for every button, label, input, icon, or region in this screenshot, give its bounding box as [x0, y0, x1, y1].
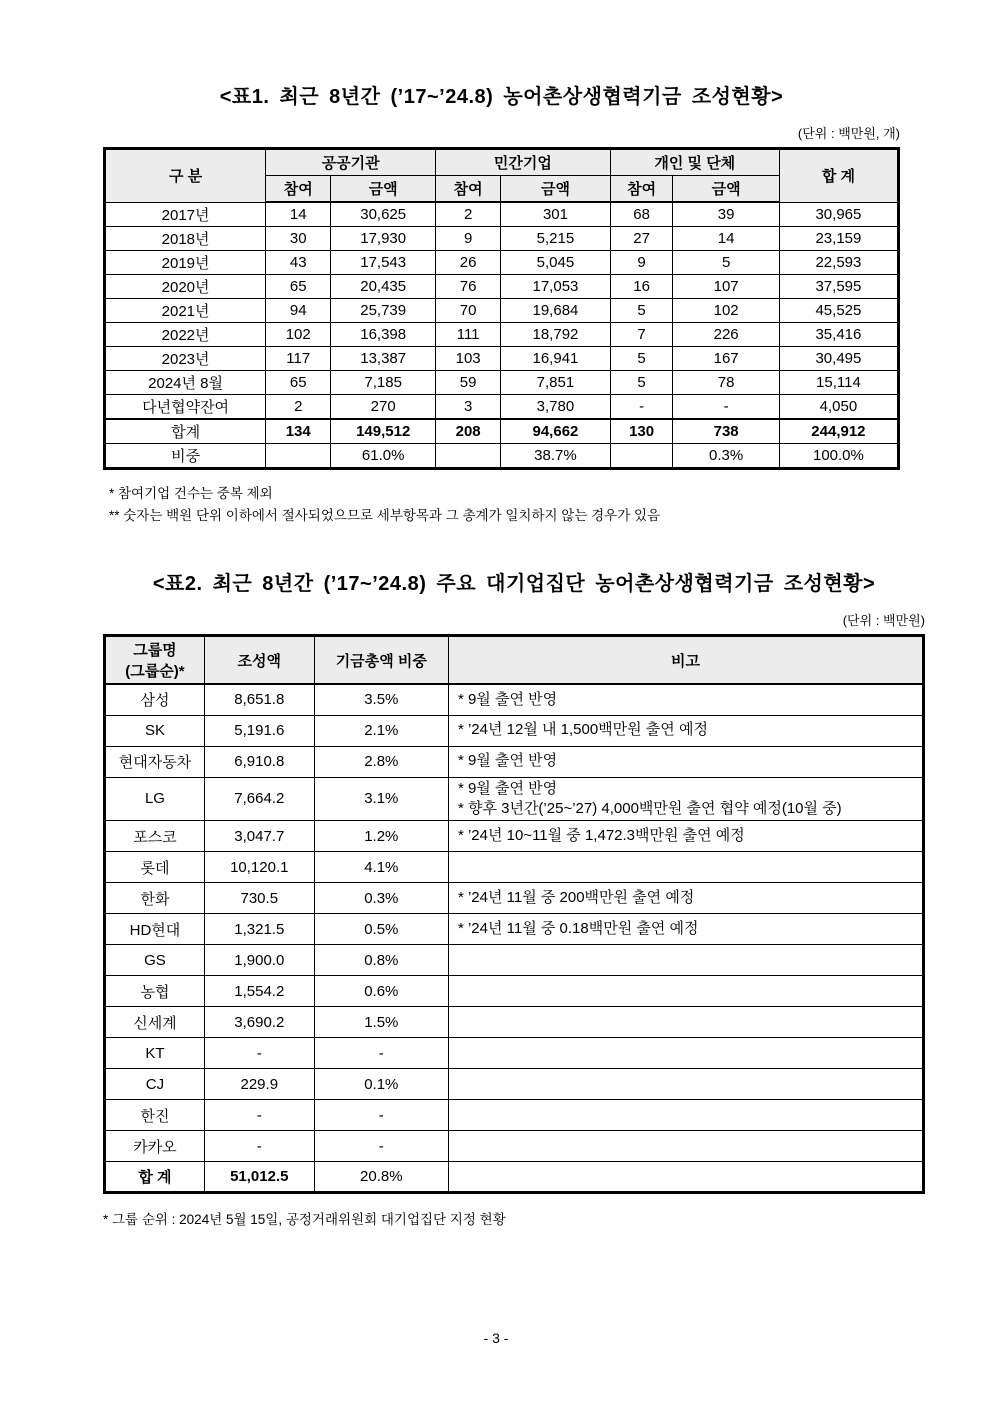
- cell-value: 7: [610, 322, 673, 346]
- cell-value: 7,185: [331, 370, 436, 394]
- cell-value: 100.0%: [779, 443, 898, 468]
- cell-value: 37,595: [779, 274, 898, 298]
- remark-line: * 향후 3년간(’25~’27) 4,000백만원 출연 협약 예정(10월 중): [457, 799, 842, 817]
- cell-value: [436, 443, 501, 468]
- table2-section: [103, 567, 925, 1228]
- cell-value: 2: [436, 202, 501, 226]
- cell-value: 27: [610, 226, 673, 250]
- cell-value: 16: [610, 274, 673, 298]
- contribution-amount: 3,047.7: [204, 821, 314, 852]
- remark-line: * ’24년 10~11월 중 1,472.3백만원 출연 예정: [457, 826, 745, 844]
- table-row: [105, 1069, 924, 1100]
- cell-value: 45,525: [779, 298, 898, 322]
- cell-value: 3: [436, 394, 501, 419]
- cell-value: -: [610, 394, 673, 419]
- table-row: [105, 370, 899, 394]
- fund-share: 0.6%: [314, 976, 448, 1007]
- cell-value: 16,941: [501, 346, 611, 370]
- cell-value: 17,543: [331, 250, 436, 274]
- cell-value: 94,662: [501, 419, 611, 444]
- column-header-private-companies: 민간기업: [436, 149, 611, 176]
- table2-footnote: * 그룹 순위 : 2024년 5월 15일, 공정거래위원회 대기업집단 지정 현황: [103, 1212, 506, 1228]
- group-name: 카카오: [105, 1131, 205, 1162]
- table-row: [105, 1007, 924, 1038]
- column-header-total: 합 계: [779, 149, 898, 203]
- cell-value: 30,625: [331, 202, 436, 226]
- fund-share: -: [314, 1100, 448, 1131]
- table-row: [105, 346, 899, 370]
- cell-value: 70: [436, 298, 501, 322]
- table-row: [105, 821, 924, 852]
- cell-value: 25,739: [331, 298, 436, 322]
- cell-value: [266, 443, 331, 468]
- cell-value: 5: [610, 370, 673, 394]
- fund-share: 3.1%: [314, 777, 448, 821]
- table1-unit-label: (단위 : 백만원, 개): [797, 126, 900, 141]
- contribution-amount: -: [204, 1100, 314, 1131]
- table-row: [105, 1038, 924, 1069]
- table1-section: [103, 80, 900, 527]
- cell-value: 15,114: [779, 370, 898, 394]
- table1-footnotes: [103, 483, 900, 528]
- cell-value: 0.3%: [673, 443, 779, 468]
- table-row: [105, 914, 924, 945]
- cell-value: 2: [266, 394, 331, 419]
- group-name: 포스코: [105, 821, 205, 852]
- cell-value: 301: [501, 202, 611, 226]
- remark-line: * ’24년 11월 중 0.18백만원 출연 예정: [457, 919, 699, 937]
- cell-value: 117: [266, 346, 331, 370]
- cell-value: 14: [266, 202, 331, 226]
- cell-value: 102: [673, 298, 779, 322]
- cell-value: 43: [266, 250, 331, 274]
- row-label: 2019년: [105, 250, 266, 274]
- group-name: 한화: [105, 883, 205, 914]
- remarks: [448, 1131, 923, 1162]
- cell-value: [610, 443, 673, 468]
- remarks: [448, 821, 923, 852]
- table-row: [105, 715, 924, 746]
- row-label: 합계: [105, 419, 266, 444]
- cell-value: 244,912: [779, 419, 898, 444]
- remarks: [448, 914, 923, 945]
- table-row: [105, 1131, 924, 1162]
- table-row: [105, 1100, 924, 1131]
- table1-header: [105, 149, 899, 203]
- remarks: [448, 1069, 923, 1100]
- remarks: [448, 1038, 923, 1069]
- column-header-individuals-groups: 개인 및 단체: [610, 149, 779, 176]
- fund-share: -: [314, 1131, 448, 1162]
- table2-body: [105, 684, 924, 1193]
- cell-value: 111: [436, 322, 501, 346]
- fund-share: 20.8%: [314, 1162, 448, 1193]
- cell-value: 738: [673, 419, 779, 444]
- table-row: [105, 443, 899, 468]
- remarks: [448, 1007, 923, 1038]
- cell-value: 19,684: [501, 298, 611, 322]
- group-name: LG: [105, 777, 205, 821]
- document-content: [103, 0, 925, 1228]
- cell-value: 107: [673, 274, 779, 298]
- cell-value: 30,965: [779, 202, 898, 226]
- cell-value: 208: [436, 419, 501, 444]
- footnote: * 참여기업 건수는 중복 제외: [109, 485, 273, 501]
- group-name: 신세계: [105, 1007, 205, 1038]
- row-label: 비중: [105, 443, 266, 468]
- remarks: [448, 945, 923, 976]
- cell-value: 14: [673, 226, 779, 250]
- row-label: 2022년: [105, 322, 266, 346]
- table-row: [105, 976, 924, 1007]
- table-row: [105, 419, 899, 444]
- cell-value: 68: [610, 202, 673, 226]
- column-header-group-name: [105, 636, 205, 685]
- fund-share: 0.8%: [314, 945, 448, 976]
- remarks: [448, 684, 923, 715]
- cell-value: 130: [610, 419, 673, 444]
- cell-value: 65: [266, 370, 331, 394]
- table1-body: [105, 202, 899, 468]
- contribution-amount: 6,910.8: [204, 746, 314, 777]
- cell-value: 78: [673, 370, 779, 394]
- fund-share: 2.1%: [314, 715, 448, 746]
- cell-value: 5: [610, 346, 673, 370]
- contribution-amount: -: [204, 1131, 314, 1162]
- group-name: 삼성: [105, 684, 205, 715]
- table-row: [105, 746, 924, 777]
- column-header-category: 구 분: [105, 149, 266, 203]
- cell-value: 102: [266, 322, 331, 346]
- fund-share: 1.5%: [314, 1007, 448, 1038]
- table-row: [105, 274, 899, 298]
- fund-share: 4.1%: [314, 852, 448, 883]
- cell-value: 65: [266, 274, 331, 298]
- cell-value: 76: [436, 274, 501, 298]
- cell-value: 61.0%: [331, 443, 436, 468]
- group-name-line2: (그룹순)*: [125, 663, 185, 681]
- cell-value: 13,387: [331, 346, 436, 370]
- remarks: [448, 852, 923, 883]
- contribution-amount: 5,191.6: [204, 715, 314, 746]
- column-header-fund-share: 기금총액 비중: [314, 636, 448, 685]
- row-label: 2020년: [105, 274, 266, 298]
- table-row: [105, 945, 924, 976]
- remark-line: * 9월 출연 반영: [457, 752, 558, 770]
- group-name: SK: [105, 715, 205, 746]
- cell-value: 59: [436, 370, 501, 394]
- cell-value: 39: [673, 202, 779, 226]
- table-row: [105, 226, 899, 250]
- row-label: 2024년 8월: [105, 370, 266, 394]
- cell-value: 17,053: [501, 274, 611, 298]
- contribution-amount: 1,321.5: [204, 914, 314, 945]
- cell-value: 9: [436, 226, 501, 250]
- cell-value: 167: [673, 346, 779, 370]
- remarks: [448, 1162, 923, 1193]
- cell-value: 4,050: [779, 394, 898, 419]
- group-name-line1: 그룹명: [133, 642, 177, 660]
- cell-value: 16,398: [331, 322, 436, 346]
- subheader-amount: 금액: [501, 176, 611, 203]
- cell-value: 23,159: [779, 226, 898, 250]
- remarks: [448, 883, 923, 914]
- group-name: 농협: [105, 976, 205, 1007]
- contribution-amount: 51,012.5: [204, 1162, 314, 1193]
- remarks: [448, 777, 923, 821]
- cell-value: 149,512: [331, 419, 436, 444]
- cell-value: 20,435: [331, 274, 436, 298]
- contribution-amount: -: [204, 1038, 314, 1069]
- group-name: HD현대: [105, 914, 205, 945]
- cell-value: -: [673, 394, 779, 419]
- fund-share: 0.5%: [314, 914, 448, 945]
- group-name: KT: [105, 1038, 205, 1069]
- page-number: - 3 -: [483, 1330, 509, 1346]
- contribution-amount: 3,690.2: [204, 1007, 314, 1038]
- remarks: [448, 976, 923, 1007]
- table-row: [105, 684, 924, 715]
- cell-value: 38.7%: [501, 443, 611, 468]
- contribution-amount: 1,554.2: [204, 976, 314, 1007]
- remarks: [448, 746, 923, 777]
- table-row: [105, 298, 899, 322]
- remarks: [448, 715, 923, 746]
- fund-share: 3.5%: [314, 684, 448, 715]
- subheader-participation: 참여: [610, 176, 673, 203]
- subheader-amount: 금액: [673, 176, 779, 203]
- contribution-amount: 229.9: [204, 1069, 314, 1100]
- table2-header: [105, 636, 924, 685]
- table-row: [105, 202, 899, 226]
- fund-share: -: [314, 1038, 448, 1069]
- row-label: 2023년: [105, 346, 266, 370]
- table1-title: <표1. 최근 8년간 (’17~’24.8) 농어촌상생협력기금 조성현황>: [219, 86, 784, 108]
- cell-value: 226: [673, 322, 779, 346]
- cell-value: 3,780: [501, 394, 611, 419]
- fund-share: 2.8%: [314, 746, 448, 777]
- cell-value: 30,495: [779, 346, 898, 370]
- cell-value: 9: [610, 250, 673, 274]
- group-name: 한진: [105, 1100, 205, 1131]
- group-name: 합 계: [105, 1162, 205, 1193]
- column-header-remarks: 비고: [448, 636, 923, 685]
- contribution-amount: 7,664.2: [204, 777, 314, 821]
- cell-value: 5,215: [501, 226, 611, 250]
- subheader-participation: 참여: [436, 176, 501, 203]
- table-row: [105, 852, 924, 883]
- group-name: 롯데: [105, 852, 205, 883]
- fund-share: 0.1%: [314, 1069, 448, 1100]
- remark-line: * 9월 출연 반영: [457, 690, 558, 708]
- row-label: 2021년: [105, 298, 266, 322]
- group-name: GS: [105, 945, 205, 976]
- table2-unit-label: (단위 : 백만원): [842, 613, 925, 629]
- row-label: 다년협약잔여: [105, 394, 266, 419]
- cell-value: 22,593: [779, 250, 898, 274]
- remark-line: * 9월 출연 반영: [457, 779, 558, 797]
- remarks: [448, 1100, 923, 1131]
- table-row: [105, 322, 899, 346]
- remark-line: * ’24년 12월 내 1,500백만원 출연 예정: [457, 721, 708, 739]
- fund-share: 1.2%: [314, 821, 448, 852]
- table-row: [105, 250, 899, 274]
- cell-value: 134: [266, 419, 331, 444]
- fund-status-table: [103, 147, 900, 470]
- contribution-amount: 1,900.0: [204, 945, 314, 976]
- cell-value: 18,792: [501, 322, 611, 346]
- table-row: [105, 394, 899, 419]
- remark-line: * ’24년 11월 중 200백만원 출연 예정: [457, 888, 695, 906]
- fund-share: 0.3%: [314, 883, 448, 914]
- table-row: [105, 1162, 924, 1193]
- contribution-amount: 8,651.8: [204, 684, 314, 715]
- column-header-contribution: 조성액: [204, 636, 314, 685]
- cell-value: 94: [266, 298, 331, 322]
- conglomerate-fund-table: [103, 634, 925, 1194]
- cell-value: 35,416: [779, 322, 898, 346]
- group-name: CJ: [105, 1069, 205, 1100]
- contribution-amount: 730.5: [204, 883, 314, 914]
- column-header-public-institutions: 공공기관: [266, 149, 436, 176]
- table2-title: <표2. 최근 8년간 (’17~’24.8) 주요 대기업집단 농어촌상생협력기금 조성현황>: [152, 573, 876, 596]
- row-label: 2018년: [105, 226, 266, 250]
- cell-value: 17,930: [331, 226, 436, 250]
- cell-value: 5,045: [501, 250, 611, 274]
- cell-value: 30: [266, 226, 331, 250]
- cell-value: 103: [436, 346, 501, 370]
- footnote: ** 숫자는 백원 단위 이하에서 절사되었으므로 세부항목과 그 총계가 일치하지 않는 경우가 있음: [109, 507, 661, 523]
- group-name: 현대자동차: [105, 746, 205, 777]
- row-label: 2017년: [105, 202, 266, 226]
- cell-value: 5: [610, 298, 673, 322]
- subheader-participation: 참여: [266, 176, 331, 203]
- subheader-amount: 금액: [331, 176, 436, 203]
- table-row: [105, 777, 924, 821]
- cell-value: 7,851: [501, 370, 611, 394]
- table-row: [105, 883, 924, 914]
- contribution-amount: 10,120.1: [204, 852, 314, 883]
- cell-value: 26: [436, 250, 501, 274]
- cell-value: 5: [673, 250, 779, 274]
- cell-value: 270: [331, 394, 436, 419]
